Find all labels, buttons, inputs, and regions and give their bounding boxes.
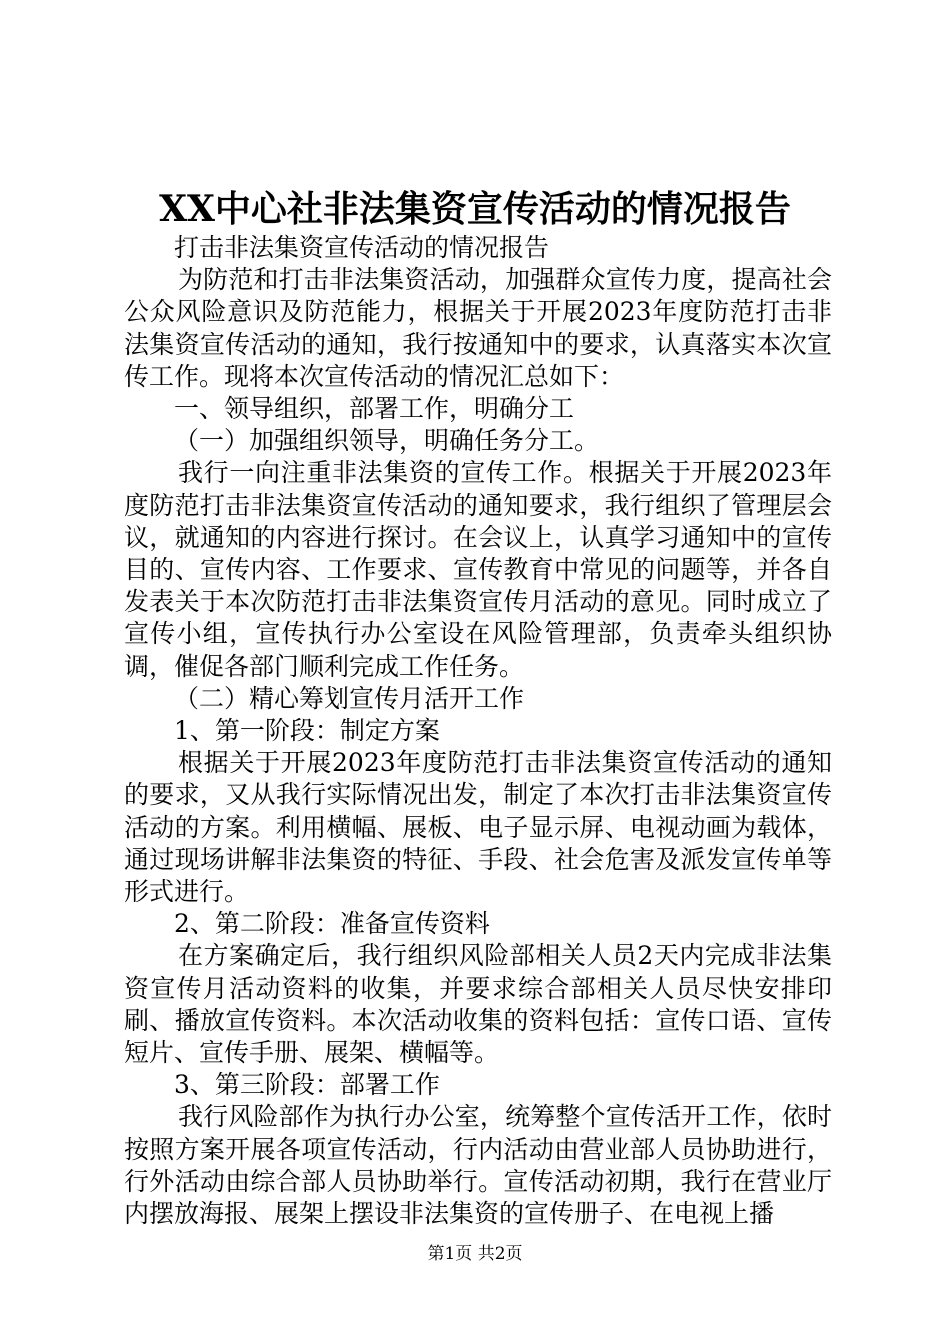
- paragraph-stage-1: 根据关于开展2023年度防范打击非法集资宣传活动的通知的要求，又从我行实际情况出发，制定了本次打击非法集资宣传活动的方案。利用横幅、展板、电子显示屏、电视动画为载体，通过现场讲解非法集资的特征、手段、社会危害及派发宣传单等形式进行。: [124, 748, 832, 907]
- paragraph-subtitle: 打击非法集资宣传活动的情况报告: [174, 233, 550, 262]
- document-body: [124, 232, 832, 1230]
- paragraph-organization: 我行一向注重非法集资的宣传工作。根据关于开展2023年度防范打击非法集资宣传活动的通知要求，我行组织了管理层会议，就通知的内容进行探讨。在会议上，认真学习通知中的宣传目的、宣传内容、工作要求、宣传教育中常见的问题等，并各自发表关于本次防范打击非法集资宣传月活动的意见。同时成立了宣传小组，宣传执行办公室设在风险管理部，负责牵头组织协调，催促各部门顺利完成工作任务。: [124, 458, 832, 681]
- stage-heading-3: 3、第三阶段：部署工作: [174, 1070, 440, 1100]
- section-heading-1: 一、领导组织，部署工作，明确分工: [174, 394, 575, 424]
- stage-heading-2: 2、第二阶段：准备宣传资料: [174, 909, 490, 939]
- subsection-heading-2: （二）精心筹划宣传月活开工作: [174, 683, 525, 713]
- paragraph-stage-3: 我行风险部作为执行办公室，统筹整个宣传活开工作，依时按照方案开展各项宣传活动，行内活动由营业部人员协助进行，行外活动由综合部人员协助举行。宣传活动初期，我行在营业厅内摆放海报、展架上摆设非法集资的宣传册子、在电视上播: [124, 1102, 832, 1229]
- page-title: XX中心社非法集资宣传活动的情况报告: [159, 188, 791, 230]
- page-footer: 第1页 共2页: [427, 1244, 523, 1264]
- paragraph-intro: 为防范和打击非法集资活动，加强群众宣传力度，提高社会公众风险意识及防范能力，根据关于开展2023年度防范打击非法集资宣传活动的通知，我行按通知中的要求，认真落实本次宣传工作。现将本次宣传活动的情况汇总如下：: [124, 265, 832, 391]
- subsection-heading-1: （一）加强组织领导，明确任务分工。: [174, 426, 600, 456]
- paragraph-stage-2: 在方案确定后，我行组织风险部相关人员2天内完成非法集资宣传月活动资料的收集，并要求综合部相关人员尽快安排印刷、播放宣传资料。本次活动收集的资料包括：宣传口语、宣传短片、宣传手册、展架、横幅等。: [124, 941, 832, 1068]
- stage-heading-1: 1、第一阶段：制定方案: [174, 716, 440, 746]
